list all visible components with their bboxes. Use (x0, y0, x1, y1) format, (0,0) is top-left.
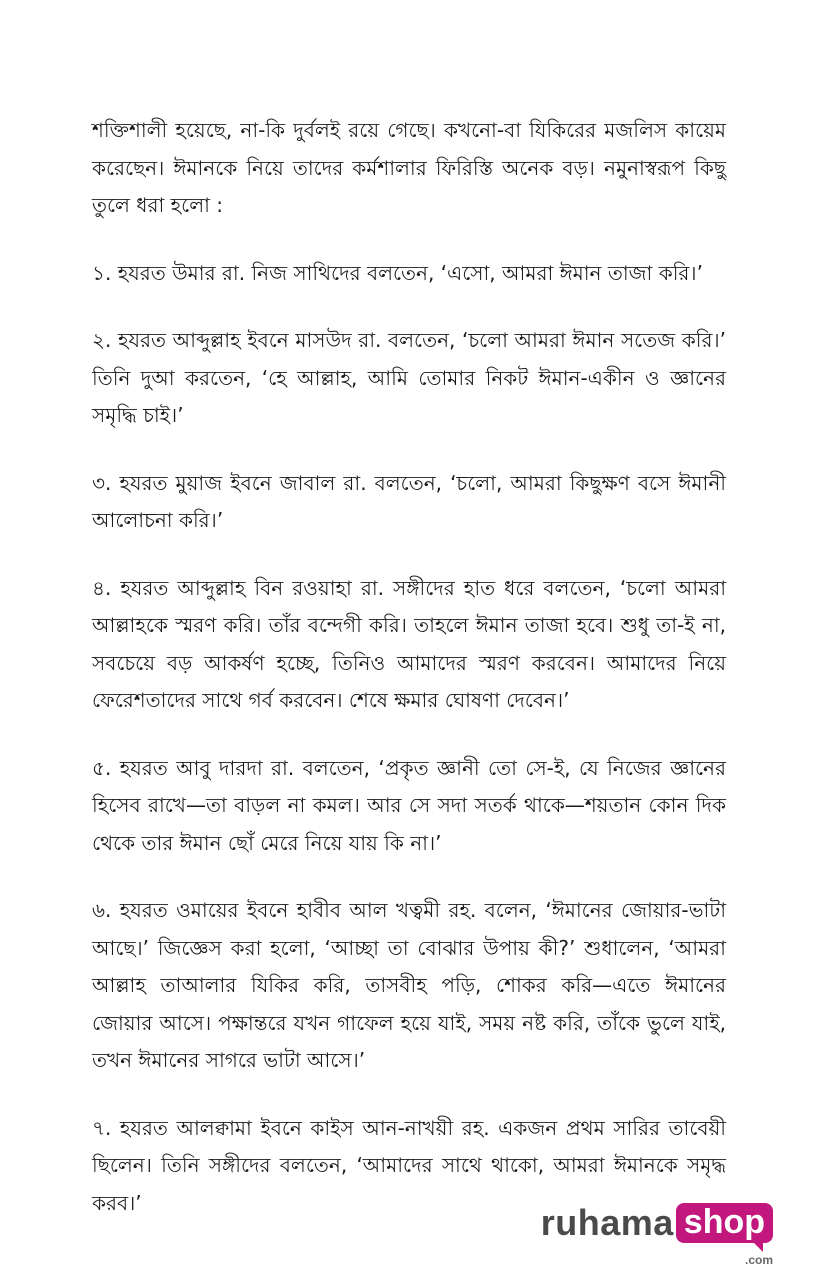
speech-bubble-tail-icon (753, 1242, 763, 1252)
watermark-shop-text: shop (676, 1203, 773, 1243)
ruhamashop-watermark-logo (540, 1202, 773, 1267)
watermark-shop-badge (676, 1203, 773, 1267)
paragraph-item-4: ৪. হযরত আব্দুল্লাহ বিন রওয়াহা রা. সঙ্গীদের হাত ধরে বলতেন, ‘চলো আমরা আল্লাহকে স্মরণ করি। তাঁর বন্দেগী করি। তাহলে ঈমান তাজা হবে। শুধু তা-ই না, সবচেয়ে বড় আকর্ষণ হচ্ছে, তিনিও আমাদের স্মরণ করবেন। আমাদের নিয়ে ফেরেশতাদের সাথে গর্ব করবেন। শেষে ক্ষমার ঘোষণা দেবেন।’ (92, 575, 726, 712)
document-page (92, 112, 726, 1252)
paragraph-intro: শক্তিশালী হয়েছে, না-কি দুর্বলই রয়ে গেছে। কখনো-বা যিকিরের মজলিস কায়েম করেছেন। ঈমানকে নিয়ে তাদের কর্মশালার ফিরিস্তি অনেক বড়। নমুনাস্বরূপ কিছু তুলে ধরা হলো : (92, 118, 726, 217)
watermark-ruhama-text: ruhama (540, 1202, 674, 1243)
paragraph-item-2: ২. হযরত আব্দুল্লাহ ইবনে মাসউদ রা. বলতেন, ‘চলো আমরা ঈমান সতেজ করি।’ তিনি দুআ করতেন, ‘হে আল্লাহ, আমি তোমার নিকট ঈমান-একীন ও জ্ঞানের সমৃদ্ধি চাই।’ (92, 328, 726, 427)
paragraph-item-5: ৫. হযরত আবু দারদা রা. বলতেন, ‘প্রকৃত জ্ঞানী তো সে-ই, যে নিজের জ্ঞানের হিসেব রাখে—তা বাড়ল না কমল। আর সে সদা সতর্ক থাকে—শয়তান কোন দিক থেকে তার ঈমান ছোঁ মেরে নিয়ে যায় কি না।’ (92, 755, 726, 855)
paragraph-item-6: ৬. হযরত ওমায়ের ইবনে হাবীব আল খত্বমী রহ. বলেন, ‘ঈমানের জোয়ার-ভাটা আছে।’ জিজ্ঞেস করা হলো, ‘আচ্ছা তা বোঝার উপায় কী?’ শুধালেন, ‘আমরা আল্লাহ তাআলার যিকির করি, তাসবীহ পড়ি, শোকর করি—এতে ঈমানের জোয়ার আসে। পক্ষান্তরে যখন গাফেল হয়ে যাই, সময় নষ্ট করি, তাঁকে ভুলে যাই, তখন ঈমানের সাগরে ভাটা আসে।’ (92, 898, 726, 1072)
watermark-com-text: .com (744, 1253, 773, 1267)
paragraph-item-3: ৩. হযরত মুয়াজ ইবনে জাবাল রা. বলতেন, ‘চলো, আমরা কিছুক্ষণ বসে ঈমানী আলোচনা করি।’ (92, 470, 726, 532)
paragraph-item-7: ৭. হযরত আলক্বামা ইবনে কাইস আন-নাখয়ী রহ. একজন প্রথম সারির তাবেয়ী ছিলেন। তিনি সঙ্গীদের বলতেন, ‘আমাদের সাথে থাকো, আমরা ঈমানকে সমৃদ্ধ করব।’ (92, 1115, 726, 1215)
paragraph-item-1: ১. হযরত উমার রা. নিজ সাথিদের বলতেন, ‘এসো, আমরা ঈমান তাজা করি।’ (92, 260, 703, 285)
